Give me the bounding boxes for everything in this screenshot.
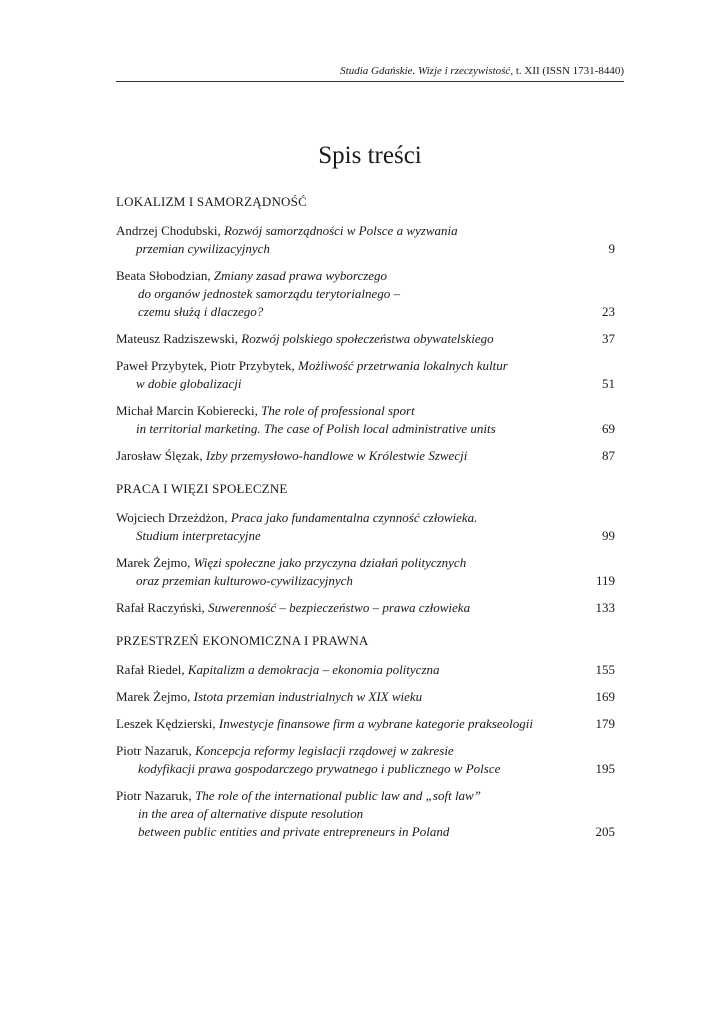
toc-entry[interactable] [116, 742, 615, 778]
entry-title: czemu służą i dlaczego? [138, 304, 264, 319]
entry-title: Zmiany zasad prawa wyborczego [213, 268, 388, 283]
entry-author: Mateusz Radziszewski, [116, 331, 242, 346]
toc-entry-line [116, 375, 615, 393]
toc-entry-line [116, 715, 615, 733]
toc-entry-line [116, 760, 615, 778]
entry-page-number: 119 [595, 573, 615, 588]
entry-page-number: 169 [595, 689, 615, 704]
entry-author: Beata Słobodzian, [116, 268, 214, 283]
toc-entry-line [116, 447, 615, 465]
entry-page-number: 155 [595, 662, 615, 677]
toc-entry-line [116, 572, 615, 590]
section-heading: PRACA I WIĘZI SPOŁECZNE [116, 481, 288, 496]
entry-page-number: 37 [602, 331, 615, 346]
entry-page-number: 23 [602, 304, 615, 319]
entry-title: between public entities and private entrepreneurs in Poland [138, 824, 450, 839]
entry-page-number: 87 [602, 448, 615, 463]
toc-entry[interactable] [116, 402, 615, 438]
entry-title: Suwerenność – bezpieczeństwo – prawa człowieka [208, 600, 471, 615]
toc-entry[interactable] [116, 661, 615, 679]
entry-author: Piotr Nazaruk, [116, 743, 196, 758]
header-rule [116, 81, 624, 82]
entry-title: przemian cywilizacyjnych [136, 241, 270, 256]
toc-entry-line [116, 330, 615, 348]
journal-name: Studia Gdańskie. Wizje i rzeczywistość, [340, 65, 514, 77]
entry-author: Andrzej Chodubski, [116, 223, 224, 238]
entry-author: Rafał Riedel, [116, 662, 188, 677]
toc-entry[interactable] [116, 357, 615, 393]
toc-entry-line [116, 742, 615, 760]
toc-entry-line [116, 787, 615, 805]
entry-author: Michał Marcin Kobierecki, [116, 403, 262, 418]
toc-entry-line [116, 554, 615, 572]
entry-author: Marek Żejmo, [116, 689, 194, 704]
entry-page-number: 179 [595, 716, 615, 731]
entry-title: Więzi społeczne jako przyczyna działań politycznych [193, 555, 467, 570]
toc-entry[interactable] [116, 330, 615, 348]
toc-entry[interactable] [116, 554, 615, 590]
toc-entry-line [116, 402, 615, 420]
toc-entry-line [116, 805, 615, 823]
entry-author: Wojciech Drzeżdżon, [116, 510, 231, 525]
page-title: Spis treści [318, 142, 422, 169]
entry-title: Istota przemian industrialnych w XIX wieku [193, 689, 423, 704]
toc-entry-line [116, 303, 615, 321]
entry-title: w dobie globalizacji [136, 376, 242, 391]
journal-volume: t. XII (ISSN 1731-8440) [515, 65, 624, 77]
entry-author: Paweł Przybytek, Piotr Przybytek, [116, 358, 298, 373]
section-heading: PRZESTRZEŃ EKONOMICZNA I PRAWNA [116, 633, 369, 648]
toc-entry-line [116, 509, 615, 527]
entry-title: oraz przemian kulturowo-cywilizacyjnych [136, 573, 353, 588]
entry-title: Praca jako fundamentalna czynność człowieka. [230, 510, 478, 525]
entry-title: The role of professional sport [261, 403, 415, 418]
entry-page-number: 69 [602, 421, 615, 436]
section-heading: LOKALIZM I SAMORZĄDNOŚĆ [116, 194, 307, 209]
entry-title: Możliwość przetrwania lokalnych kultur [297, 358, 508, 373]
entry-page-number: 133 [595, 600, 615, 615]
entry-title: kodyfikacji prawa gospodarczego prywatnego i publicznego w Polsce [138, 761, 501, 776]
toc-entry[interactable] [116, 688, 615, 706]
toc-entry-line [116, 285, 615, 303]
entry-title: in the area of alternative dispute resolution [138, 806, 364, 821]
toc-entry-line [116, 823, 615, 841]
toc-entry[interactable] [116, 509, 615, 545]
entry-title: do organów jednostek samorządu terytorialnego – [138, 286, 401, 301]
entry-title: Kapitalizm a demokracja – ekonomia polityczna [187, 662, 440, 677]
running-header [116, 64, 624, 78]
toc-entry[interactable] [116, 787, 615, 841]
toc-entry-line [116, 527, 615, 545]
toc-entry[interactable] [116, 715, 615, 733]
table-of-contents [116, 193, 615, 850]
toc-entry-line [116, 688, 615, 706]
entry-title: Rozwój samorządności w Polsce a wyzwania [223, 223, 458, 238]
entry-title: The role of the international public law and „soft law” [195, 788, 481, 803]
toc-entry-line [116, 661, 615, 679]
entry-title: Izby przemysłowo-handlowe w Królestwie Szwecji [205, 448, 468, 463]
entry-title: Inwestycje finansowe firm a wybrane kategorie prakseologii [218, 716, 533, 731]
toc-entry[interactable] [116, 267, 615, 321]
toc-entry-line [116, 222, 615, 240]
toc-entry[interactable] [116, 222, 615, 258]
toc-entry-line [116, 267, 615, 285]
entry-page-number: 9 [608, 241, 615, 256]
toc-entry-line [116, 599, 615, 617]
entry-page-number: 195 [595, 761, 615, 776]
toc-entry-line [116, 420, 615, 438]
entry-title: Koncepcja reformy legislacji rządowej w zakresie [195, 743, 454, 758]
entry-title: in territorial marketing. The case of Polish local administrative units [136, 421, 496, 436]
entry-author: Leszek Kędzierski, [116, 716, 219, 731]
entry-page-number: 205 [595, 824, 615, 839]
toc-entry-line [116, 240, 615, 258]
entry-page-number: 99 [602, 528, 615, 543]
entry-page-number: 51 [602, 376, 615, 391]
entry-author: Piotr Nazaruk, [116, 788, 196, 803]
entry-title: Studium interpretacyjne [136, 528, 261, 543]
toc-entry[interactable] [116, 599, 615, 617]
entry-title: Rozwój polskiego społeczeństwa obywatelskiego [241, 331, 494, 346]
entry-author: Rafał Raczyński, [116, 600, 209, 615]
entry-author: Marek Żejmo, [116, 555, 194, 570]
entry-author: Jarosław Ślęzak, [116, 448, 206, 463]
toc-entry[interactable] [116, 447, 615, 465]
toc-entry-line [116, 357, 615, 375]
